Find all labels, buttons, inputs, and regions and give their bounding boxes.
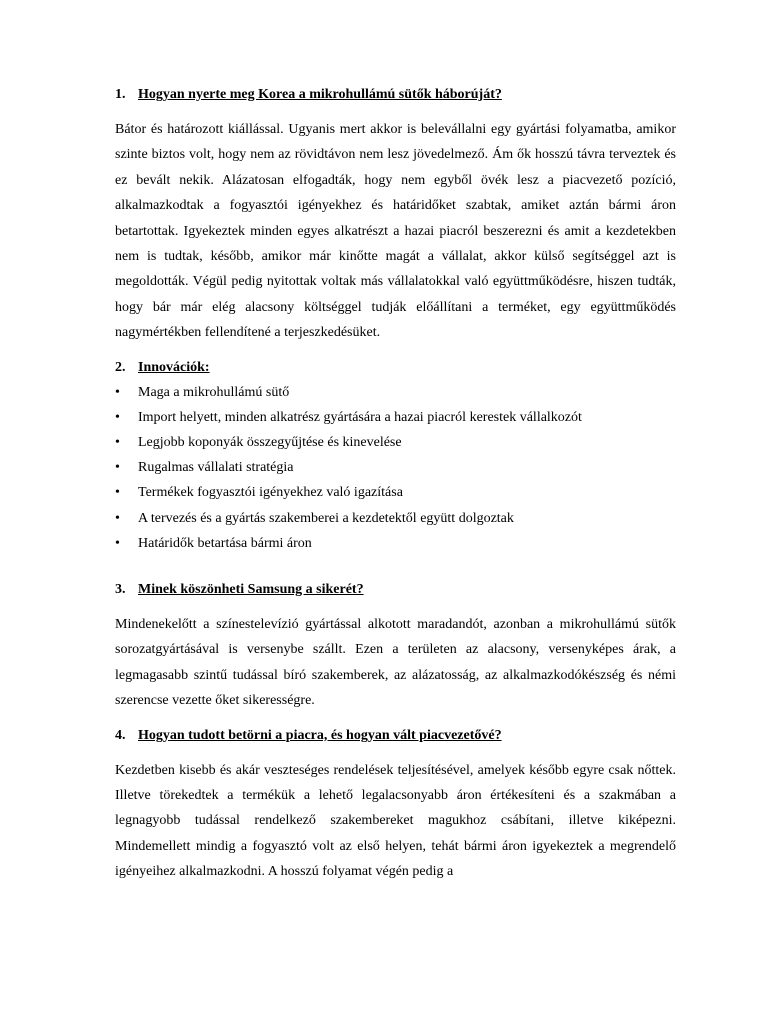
list-item: • Legjobb koponyák összegyűjtése és kinevelése <box>115 430 676 455</box>
section-4-title: Hogyan tudott betörni a piacra, és hogyan vált piacvezetővé? <box>138 727 502 743</box>
document-body <box>115 83 676 885</box>
section-4-heading <box>115 724 676 748</box>
list-item: • Határidők betartása bármi áron <box>115 531 676 556</box>
section-3-title: Minek köszönheti Samsung a sikerét? <box>138 581 364 597</box>
list-item: • A tervezés és a gyártás szakemberei a kezdetektől együtt dolgoztak <box>115 506 676 531</box>
section-2-number: 2. <box>115 359 126 375</box>
bullet-icon: • <box>115 384 120 400</box>
list-item: • Termékek fogyasztói igényekhez való igazítása <box>115 480 676 505</box>
bullet-icon: • <box>115 409 120 425</box>
bullet-icon: • <box>115 435 120 451</box>
section-1-paragraph: Bátor és határozott kiállással. Ugyanis mert akkor is belevállalni egy gyártási folyamatba, amikor szinte biztos volt, hogy nem az rövidtávon nem lesz jövedelmező. Ám ők hosszú távra terveztek és ez bevált nekik. Alázatosan elfogadták, hogy nem egyből övék lesz a piacvezető pozíció, alkalmazkodtak a fogyasztói igényekhez és határidőket szabtak, amiket aztán bármi áron betartottak. Igyekeztek minden egyes alkatrészt a hazai piacról beszerezni és amit a kezdetekben nem is tudtak, később, amikor már kinőtte magát a vállalat, akkor külső segítséggel azt is megoldották. Végül pedig nyitottak voltak más vállalatokkal való együttműködésre, hiszen tudták, hogy bár már elég alacsony költséggel tudják előállítani a terméket, egy együttműködés nagymértékben fellendítené a terjeszkedésüket. <box>115 122 676 341</box>
innovations-list <box>115 380 676 556</box>
section-3-number: 3. <box>115 581 126 597</box>
bullet-icon: • <box>115 460 120 476</box>
section-1-heading <box>115 83 676 107</box>
section-4-paragraph: Kezdetben kisebb és akár veszteséges rendelések teljesítésével, amelyek később egyre csak nőttek. Illetve törekedtek a termékük a lehető legalacsonyabb áron értékesíteni és a szakmában a legnagyobb tudással rendelkező szakembereket magukhoz csábítani, illetve kiképezni. Mindemellett mindig a fogyasztó volt az első helyen, tehát bármi áron igyekeztek a megrendelő igényeihez alkalmazkodni. A hosszú folyamat végén pedig a <box>115 762 676 880</box>
bullet-icon: • <box>115 510 120 526</box>
bullet-icon: • <box>115 535 120 551</box>
section-4-number: 4. <box>115 727 126 743</box>
section-3-paragraph: Mindenekelőtt a színestelevízió gyártással alkotott maradandót, azonban a mikrohullámú sütők sorozatgyártásával is versenybe szállt. Ezen a területen az alacsony, versenyképes árak, a legmagasabb szintű tudással bíró szakemberek, az alázatosság, az alkalmazkodókészség és némi szerencse vezette őket sikerességre. <box>115 616 676 709</box>
section-2-title: Innovációk: <box>138 359 210 375</box>
list-item: • Rugalmas vállalati stratégia <box>115 455 676 480</box>
list-item: • Maga a mikrohullámú sütő <box>115 380 676 405</box>
list-item: • Import helyett, minden alkatrész gyártására a hazai piacról kerestek vállalkozót <box>115 405 676 430</box>
bullet-icon: • <box>115 485 120 501</box>
section-1-number: 1. <box>115 87 126 102</box>
section-1-title: Hogyan nyerte meg Korea a mikrohullámú sütők háborúját? <box>138 87 502 102</box>
section-3-heading <box>115 578 676 602</box>
section-2-heading <box>115 356 676 380</box>
